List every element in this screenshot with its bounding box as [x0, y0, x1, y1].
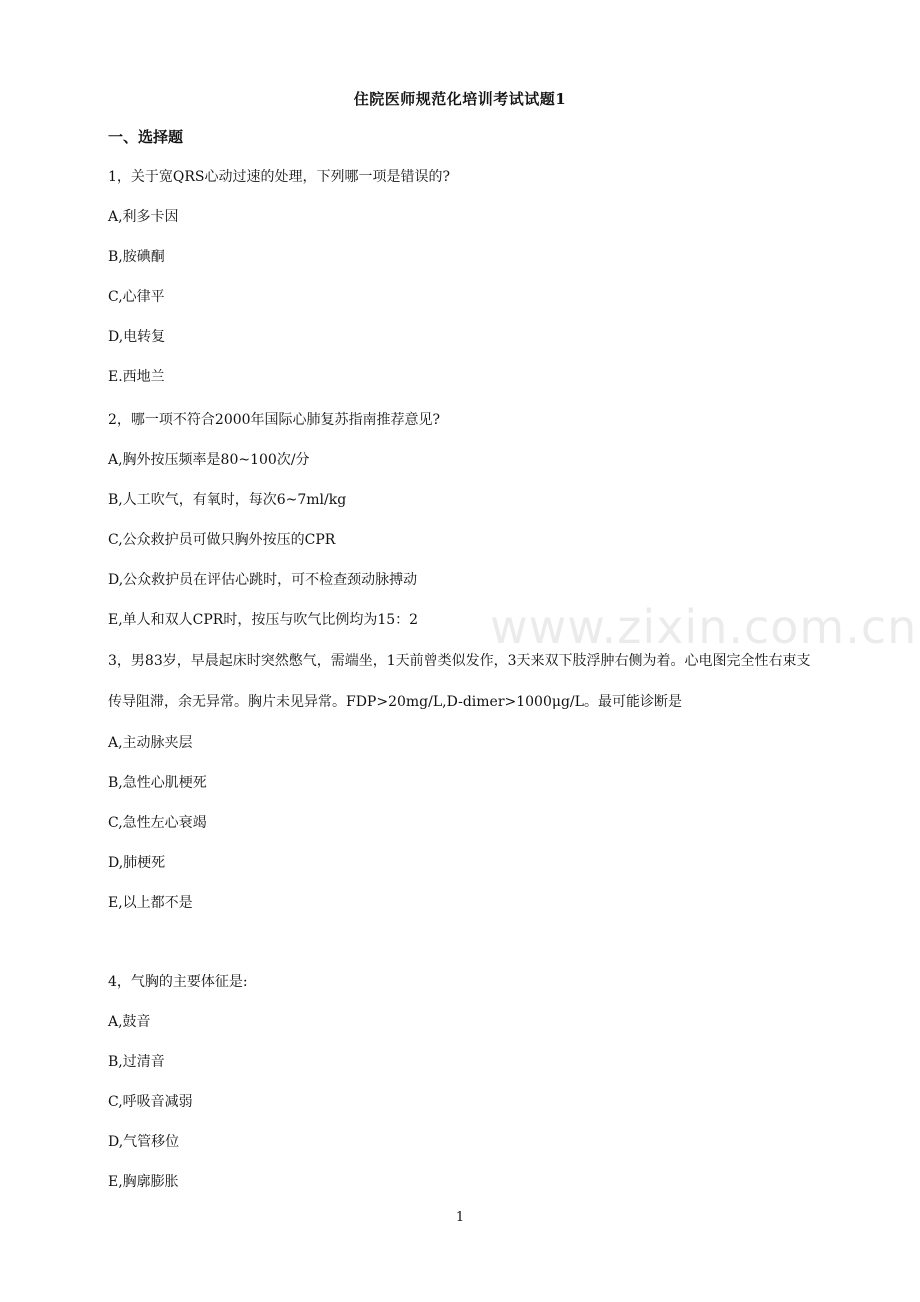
question-1 — [108, 157, 818, 397]
question-2-option-d: D,公众救护员在评估心跳时，可不检查颈动脉搏动 — [108, 572, 418, 588]
document-title: 住院医师规范化培训考试试题1 — [353, 90, 567, 108]
question-3-option-b: B,急性心肌梗死 — [108, 775, 207, 791]
question-3-stem: 3，男83岁，早晨起床时突然憋气，需端坐，1天前曾类似发作，3天来双下肢浮肿右侧为着。心电图完全性右束支传导阻滞，余无异常。胸片未见异常。FDP>20mg/L,D-dimer>1000μg/L。最可能诊断是 — [108, 653, 811, 710]
watermark: www.zixin.com.cn — [490, 600, 918, 654]
question-4-option-e: E,胸廓膨胀 — [108, 1174, 179, 1190]
question-3-option-a: A,主动脉夹层 — [108, 735, 193, 751]
question-3-option-c: C,急性左心衰竭 — [108, 815, 207, 831]
question-1-option-a: A,利多卡因 — [108, 209, 179, 225]
question-1-option-b: B,胺碘酮 — [108, 249, 165, 265]
question-2-option-a: A,胸外按压频率是80~100次/分 — [108, 452, 310, 468]
question-2-option-b: B,人工吹气，有氧时，每次6~7ml/kg — [108, 492, 347, 508]
question-3-option-d: D,肺梗死 — [108, 855, 166, 871]
question-3-option-e: E,以上都不是 — [108, 895, 193, 911]
question-2-option-e: E,单人和双人CPR时，按压与吹气比例均为15：2 — [108, 612, 419, 628]
question-4 — [108, 962, 818, 1202]
page-number: 1 — [455, 1210, 465, 1225]
question-2-option-c: C,公众救护员可做只胸外按压的CPR — [108, 532, 336, 548]
question-1-option-d: D,电转复 — [108, 329, 166, 345]
question-1-option-c: C,心律平 — [108, 289, 165, 305]
question-1-option-e: E.西地兰 — [108, 369, 165, 385]
question-3 — [108, 641, 818, 923]
question-4-option-c: C,呼吸音减弱 — [108, 1094, 193, 1110]
section-heading: 一、选择题 — [108, 128, 184, 146]
question-1-stem: 1，关于宽QRS心动过速的处理，下列哪一项是错误的? — [108, 169, 451, 185]
question-4-option-b: B,过清音 — [108, 1054, 165, 1070]
question-4-option-d: D,气管移位 — [108, 1134, 180, 1150]
question-2 — [108, 400, 818, 640]
question-2-stem: 2，哪一项不符合2000年国际心肺复苏指南推荐意见? — [108, 412, 441, 428]
question-4-stem: 4，气胸的主要体征是: — [108, 974, 248, 990]
question-4-option-a: A,鼓音 — [108, 1014, 151, 1030]
